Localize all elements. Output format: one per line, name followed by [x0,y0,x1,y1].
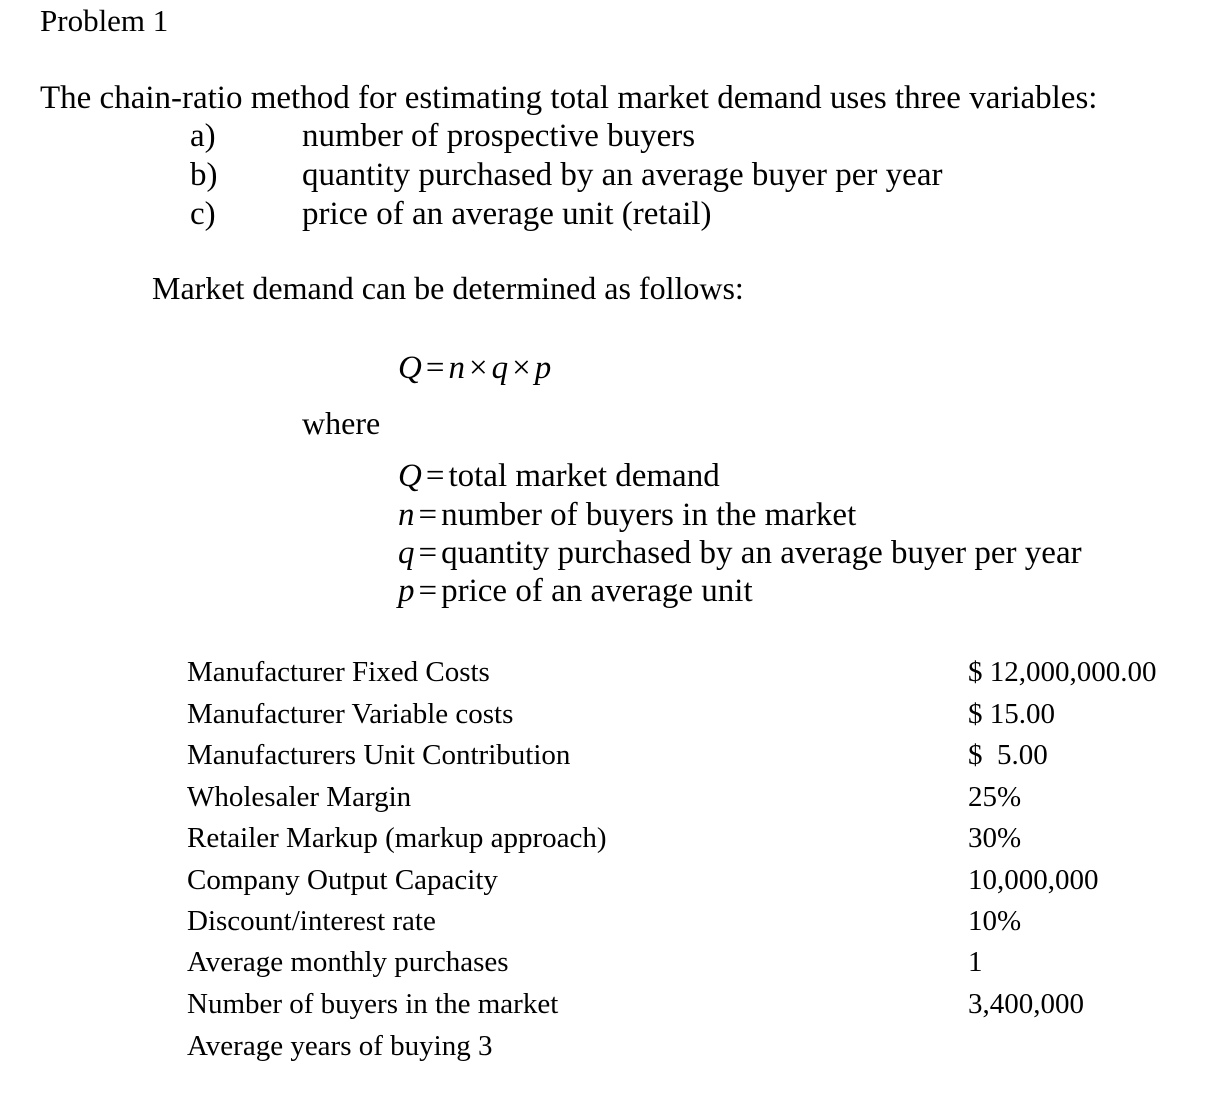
row-label-wholesaler-margin: Wholesaler Margin [187,781,412,813]
formula-p: p [534,350,553,386]
definition-equals: = [418,573,438,609]
formula-equals: = [425,350,446,386]
market-demand-lead: Market demand can be determined as follows: [152,270,744,306]
row-label-retailer-markup: Retailer Markup (markup approach) [187,822,607,854]
row-label-output-capacity: Company Output Capacity [187,864,498,896]
row-value-unit-contribution: $ 5.00 [968,739,1048,771]
formula-lhs: Q [398,350,423,386]
row-label-years-of-buying: Average years of buying 3 [187,1030,493,1062]
definition-symbol: p [398,573,415,609]
formula-times-1: × [468,350,489,386]
where-label: where [302,405,381,441]
definition-symbol: q [398,535,415,571]
definition-Q [398,458,720,495]
row-label-discount-rate: Discount/interest rate [187,905,436,937]
definition-equals: = [418,497,438,533]
variable-text-b: quantity purchased by an average buyer per year [302,157,943,193]
variable-letter-c: c) [190,196,216,232]
variable-letter-a: a) [190,118,216,154]
row-value-wholesaler-margin: 25% [968,781,1022,813]
variable-text-a: number of prospective buyers [302,118,696,154]
definition-text: total market demand [448,458,720,494]
row-value-output-capacity: 10,000,000 [968,864,1099,896]
formula-q: q [491,350,510,386]
definition-equals: = [425,458,445,494]
variable-text-c: price of an average unit (retail) [302,196,712,232]
definition-n [398,497,856,534]
intro-text: The chain-ratio method for estimating total market demand uses three variables: [40,80,1098,116]
row-value-retailer-markup: 30% [968,822,1022,854]
definition-text: number of buyers in the market [441,497,857,533]
row-label-unit-contribution: Manufacturers Unit Contribution [187,739,571,771]
formula-times-2: × [512,350,532,386]
definition-equals: = [418,535,438,571]
row-value-monthly-purchases: 1 [968,946,983,978]
row-value-variable-costs: $ 15.00 [968,698,1055,730]
definition-p [398,573,753,610]
variable-letter-b: b) [190,157,218,193]
definition-q [398,535,1082,572]
demand-formula [398,350,552,387]
definition-symbol: n [398,497,415,533]
row-label-variable-costs: Manufacturer Variable costs [187,698,514,730]
row-value-discount-rate: 10% [968,905,1022,937]
row-label-monthly-purchases: Average monthly purchases [187,946,509,978]
formula-n: n [448,350,466,386]
problem-title: Problem 1 [40,3,169,38]
definition-text: price of an average unit [441,573,753,609]
definition-text: quantity purchased by an average buyer per year [441,535,1082,571]
row-value-fixed-costs: $ 12,000,000.00 [968,656,1157,688]
row-value-number-of-buyers: 3,400,000 [968,988,1084,1020]
definition-symbol: Q [398,458,422,494]
row-label-number-of-buyers: Number of buyers in the market [187,988,559,1020]
row-label-fixed-costs: Manufacturer Fixed Costs [187,656,490,688]
